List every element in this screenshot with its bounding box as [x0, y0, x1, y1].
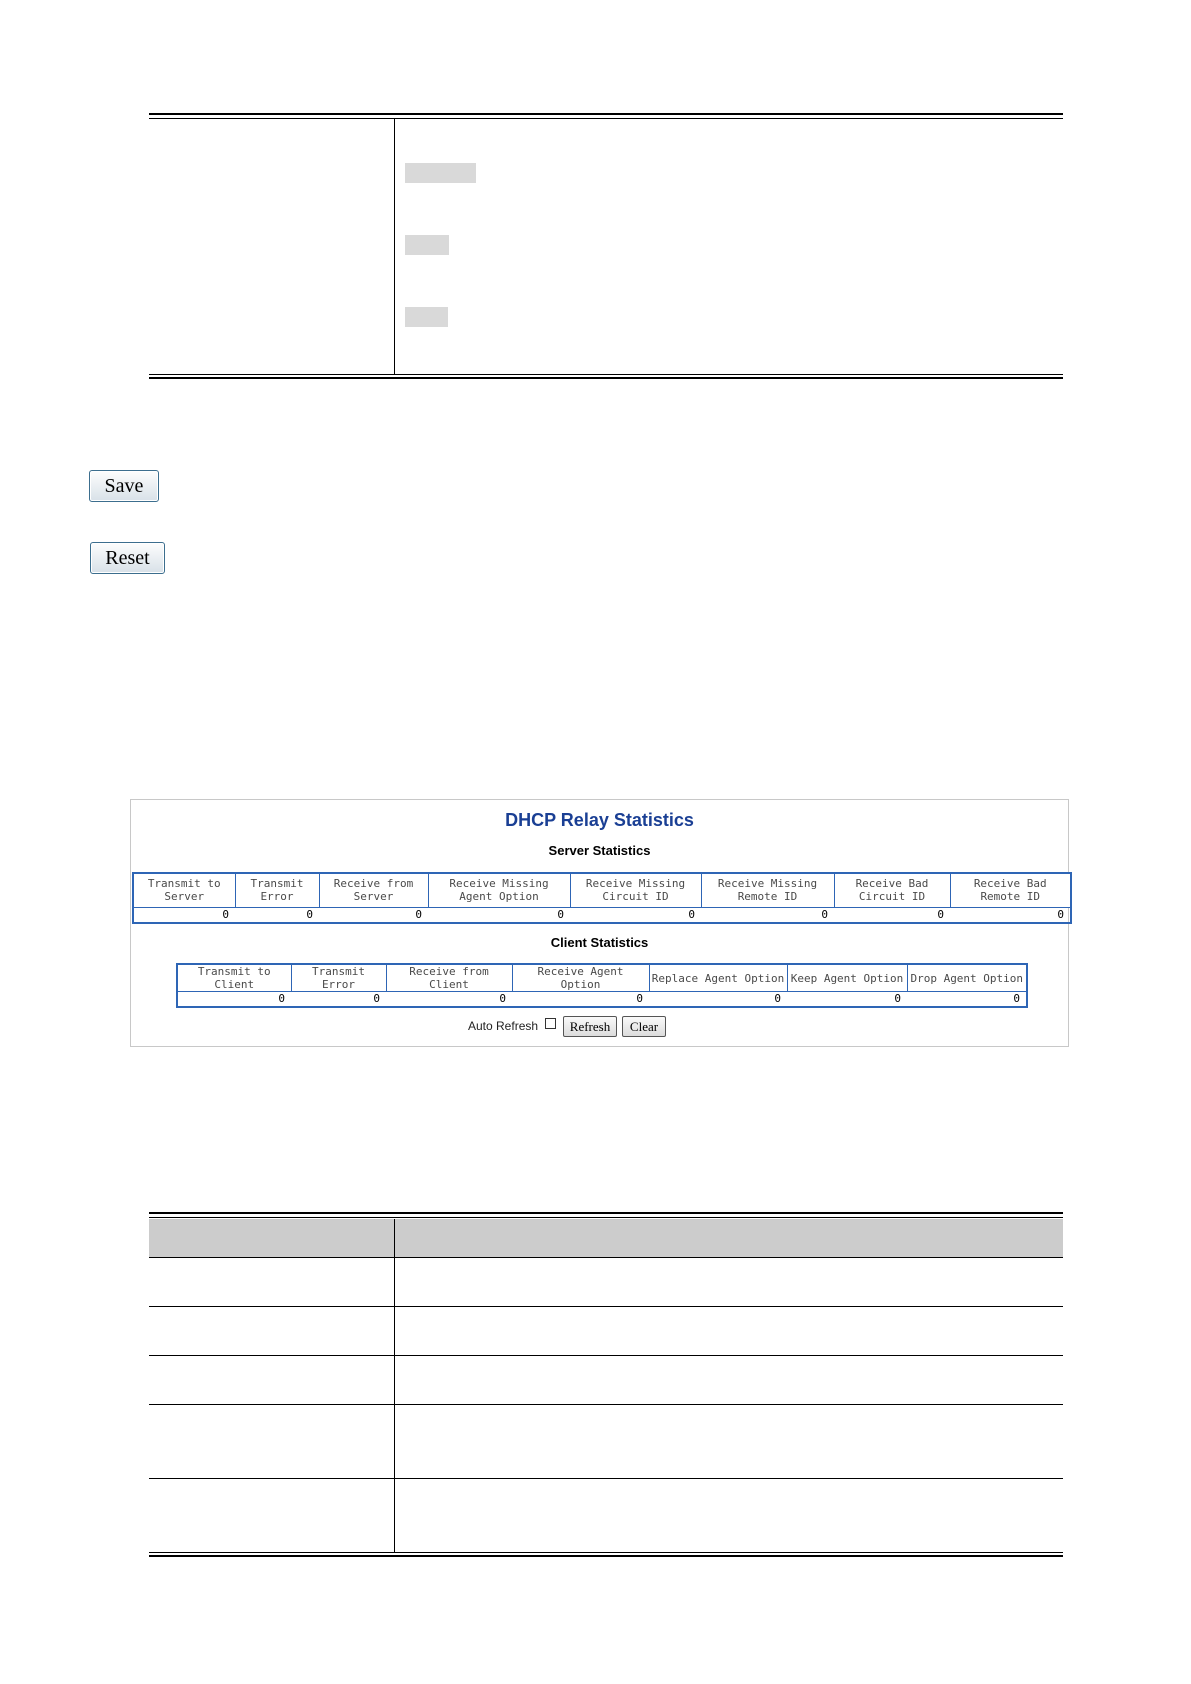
server-col-header: Transmit to Server	[133, 873, 235, 907]
refresh-button[interactable]: Refresh	[563, 1016, 617, 1037]
server-value: 0	[428, 907, 570, 923]
server-col-header: Receive Bad Circuit ID	[834, 873, 950, 907]
panel-title: DHCP Relay Statistics	[505, 810, 694, 830]
server-statistics-title: Server Statistics	[548, 843, 651, 858]
client-value: 0	[512, 992, 649, 1008]
top-table-rule-top-inner	[149, 118, 1063, 119]
server-col-header: Transmit Error	[235, 873, 319, 907]
highlight-chip-3	[405, 307, 448, 327]
highlight-chip-1	[405, 163, 476, 183]
bottom-table-header-rule	[149, 1257, 1063, 1258]
bottom-table-column-divider	[394, 1219, 395, 1552]
client-header-row	[177, 964, 1027, 992]
server-col-header: Receive Bad Remote ID	[950, 873, 1071, 907]
server-value: 0	[834, 907, 950, 923]
server-col-header: Receive Missing Remote ID	[701, 873, 834, 907]
client-col-header: Receive from Client	[386, 964, 512, 992]
client-statistics-table	[176, 963, 1028, 1008]
save-button[interactable]: Save	[89, 470, 159, 502]
server-value: 0	[950, 907, 1071, 923]
reset-button[interactable]: Reset	[90, 542, 165, 574]
server-value: 0	[133, 907, 235, 923]
bottom-table-header-band	[149, 1219, 1063, 1257]
bottom-table-row-rule-4	[149, 1478, 1063, 1479]
server-value: 0	[570, 907, 701, 923]
server-statistics-table	[132, 872, 1072, 924]
bottom-table-row-rule-2	[149, 1355, 1063, 1356]
auto-refresh-checkbox[interactable]	[545, 1018, 556, 1029]
client-statistics-title: Client Statistics	[550, 935, 649, 950]
client-value: 0	[386, 992, 512, 1008]
client-value-row	[177, 992, 1027, 1008]
clear-button[interactable]: Clear	[622, 1016, 666, 1037]
highlight-chip-2	[405, 235, 449, 255]
bottom-table-rule-bottom-inner	[149, 1552, 1063, 1553]
bottom-table-rule-top-inner	[149, 1217, 1063, 1218]
client-col-header: Keep Agent Option	[787, 964, 907, 992]
client-col-header: Transmit to Client	[177, 964, 291, 992]
server-value: 0	[235, 907, 319, 923]
client-col-header: Receive Agent Option	[512, 964, 649, 992]
bottom-table-rule-top	[149, 1212, 1063, 1214]
bottom-table-rule-bottom	[149, 1555, 1063, 1557]
server-col-header: Receive Missing Circuit ID	[570, 873, 701, 907]
client-col-header: Replace Agent Option	[649, 964, 787, 992]
client-value: 0	[787, 992, 907, 1008]
bottom-table-row-rule-3	[149, 1404, 1063, 1405]
bottom-table-row-rule-1	[149, 1306, 1063, 1307]
server-col-header: Receive Missing Agent Option	[428, 873, 570, 907]
auto-refresh-label: Auto Refresh	[468, 1019, 539, 1033]
server-value-row	[133, 907, 1071, 923]
top-table-rule-bottom-inner	[149, 374, 1063, 375]
client-value: 0	[291, 992, 386, 1008]
top-table-rule-top	[149, 113, 1063, 115]
server-header-row	[133, 873, 1071, 907]
client-col-header: Drop Agent Option	[907, 964, 1027, 992]
server-col-header: Receive from Server	[319, 873, 428, 907]
top-table-rule-bottom	[149, 377, 1063, 379]
client-value: 0	[907, 992, 1027, 1008]
client-value: 0	[177, 992, 291, 1008]
client-col-header: Transmit Error	[291, 964, 386, 992]
server-value: 0	[701, 907, 834, 923]
client-value: 0	[649, 992, 787, 1008]
top-table-column-divider	[394, 119, 395, 374]
server-value: 0	[319, 907, 428, 923]
